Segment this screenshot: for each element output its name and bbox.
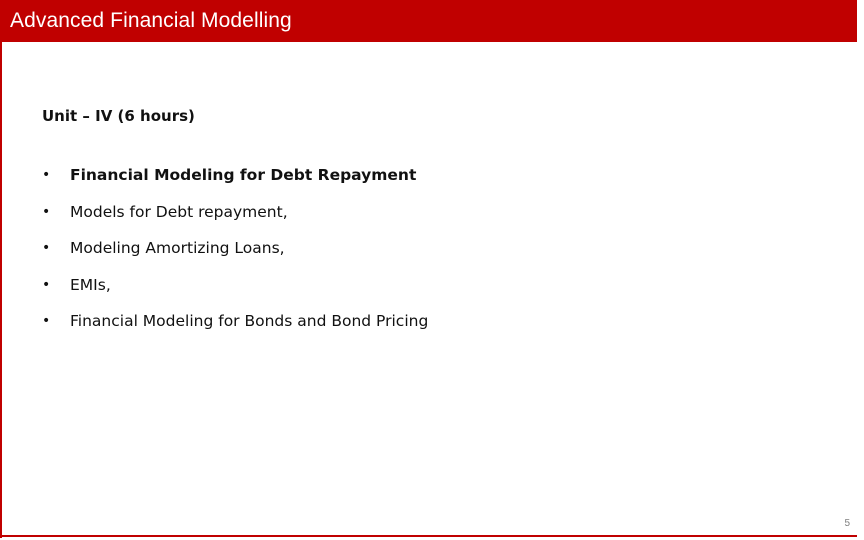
bullet-text: Modeling Amortizing Loans, xyxy=(70,239,285,257)
unit-heading: Unit – IV (6 hours) xyxy=(42,107,195,125)
bullet-icon: • xyxy=(42,203,51,220)
bullet-list xyxy=(42,164,822,347)
footer-rule xyxy=(2,535,857,537)
bullet-item xyxy=(42,237,822,274)
bullet-icon: • xyxy=(42,276,51,293)
bullet-item xyxy=(42,274,822,311)
bullet-icon: • xyxy=(42,240,51,256)
bullet-text: Models for Debt repayment, xyxy=(70,202,288,221)
bullet-text: Financial Modeling for Bonds and Bond Pricing xyxy=(70,312,429,330)
bullet-text: EMIs, xyxy=(70,275,111,294)
left-accent-rule xyxy=(0,0,2,538)
bullet-text: Financial Modeling for Debt Repayment xyxy=(70,166,417,184)
slide-title: Advanced Financial Modelling xyxy=(10,9,292,32)
title-bar xyxy=(2,0,857,42)
page-number: 5 xyxy=(844,518,850,529)
bullet-item xyxy=(42,201,822,238)
slide-content xyxy=(42,104,822,347)
bullet-item xyxy=(42,310,822,347)
bullet-icon: • xyxy=(42,167,51,183)
bullet-item xyxy=(42,164,822,201)
bullet-icon: • xyxy=(42,313,51,329)
